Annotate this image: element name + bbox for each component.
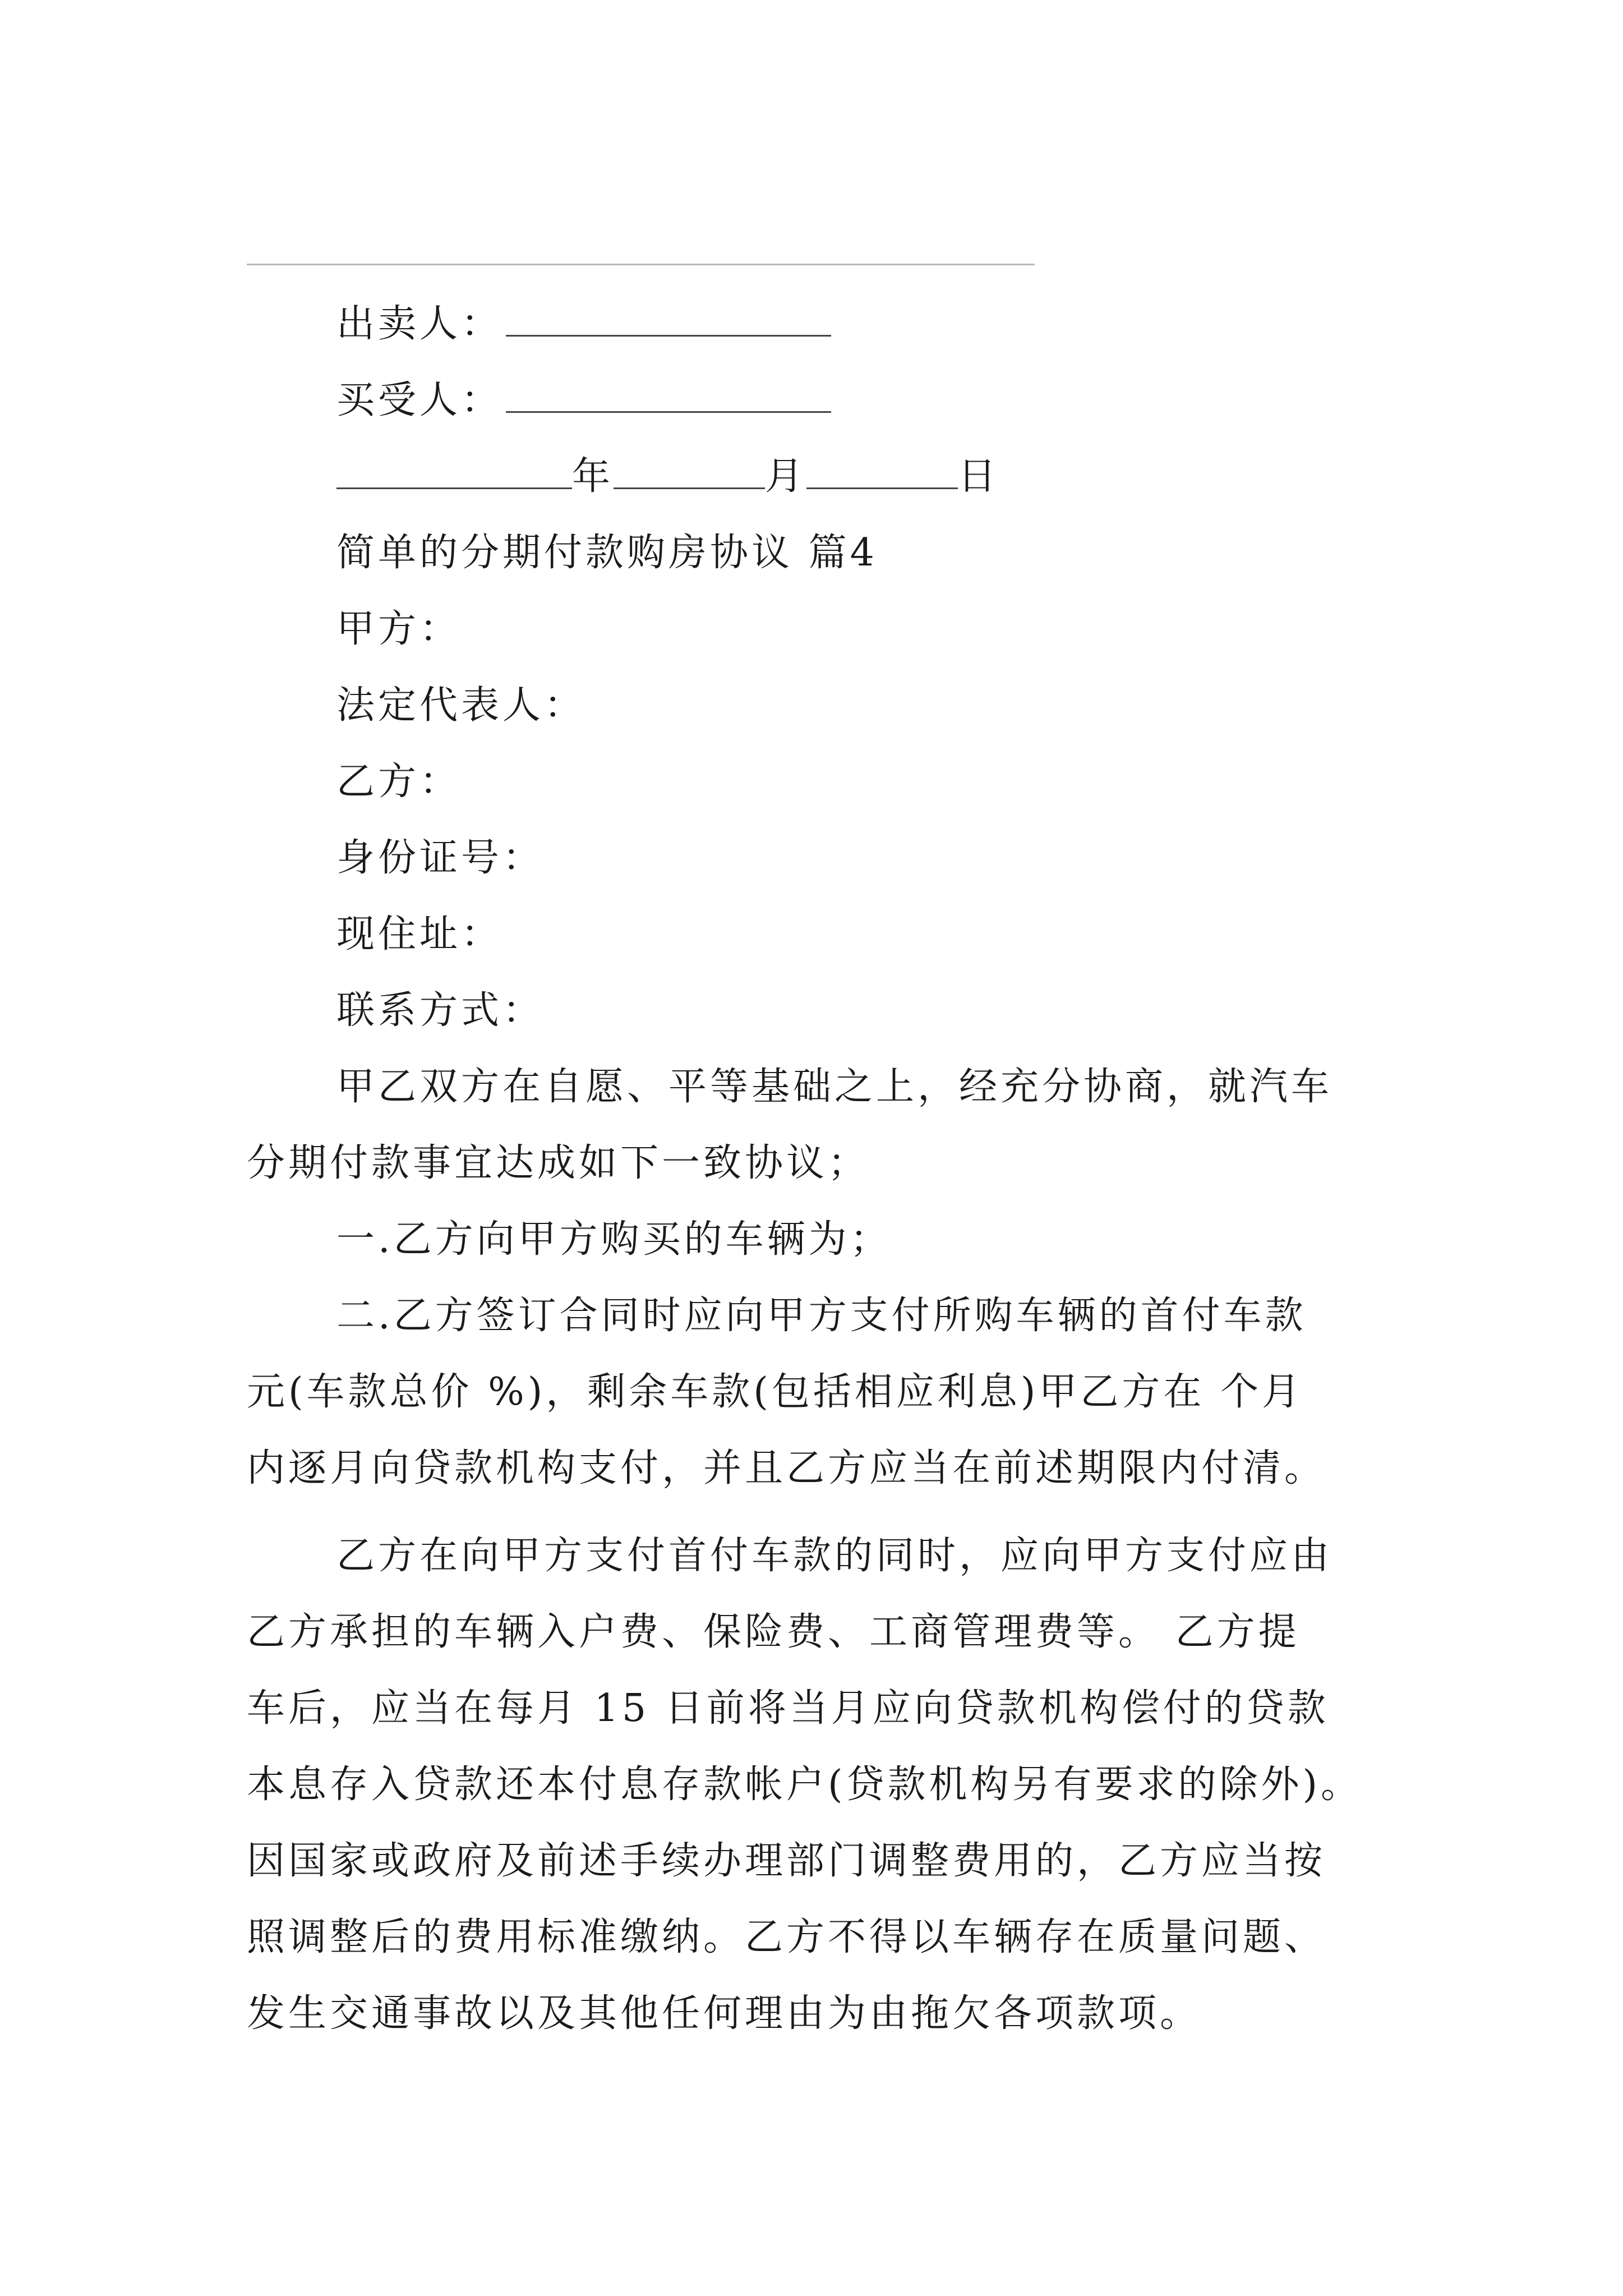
paragraph-2-line-1: 一.乙方向甲方购买的车辆为； <box>336 1217 892 1262</box>
top-divider <box>247 264 1035 265</box>
year-blank <box>336 454 572 489</box>
seller-line <box>247 286 1469 362</box>
party-a-field: 甲方： <box>336 607 462 651</box>
legal-representative-field: 法定代表人： <box>336 683 586 728</box>
party-b-field: 乙方： <box>336 760 462 804</box>
paragraph-3-line-3: 内逐月向贷款机构支付，并且乙方应当在前述期限内付清。 <box>247 1446 1326 1490</box>
paragraph-4-line-5: 因国家或政府及前述手续办理部门调整费用的，乙方应当按 <box>247 1839 1326 1883</box>
document-body <box>247 286 1469 2052</box>
month-blank <box>614 454 765 489</box>
paragraph-spacer <box>247 1507 1469 1518</box>
seller-blank <box>506 301 831 337</box>
paragraph-4-line-3: 车后，应当在每月 15 日前将当月应向贷款机构偿付的贷款 <box>247 1686 1329 1731</box>
paragraph-4-line-1: 乙方在向甲方支付首付车款的同时，应向甲方支付应由 <box>336 1534 1333 1578</box>
paragraph-4-line-7: 发生交通事故以及其他任何理由为由拖欠各项款项。 <box>247 1991 1202 2036</box>
month-label: 月 <box>765 454 807 499</box>
id-number-field: 身份证号： <box>336 836 545 880</box>
buyer-blank <box>506 378 831 413</box>
buyer-label: 买受人： <box>336 378 503 422</box>
paragraph-3-line-2: 元(车款总价 %)，剩余车款(包括相应利息)甲乙方在 个月 <box>247 1370 1303 1414</box>
date-line <box>247 439 1469 515</box>
paragraph-3-line-1: 二.乙方签订合同时应向甲方支付所购车辆的首付车款 <box>336 1294 1307 1338</box>
section-heading: 简单的分期付款购房协议 篇4 <box>336 531 878 575</box>
paragraph-1-line-2: 分期付款事宜达成如下一致协议； <box>247 1141 870 1185</box>
day-label: 日 <box>958 454 1000 499</box>
contact-field: 联系方式： <box>336 988 545 1033</box>
paragraph-4-line-4: 本息存入贷款还本付息存款帐户(贷款机构另有要求的除外)。 <box>247 1763 1363 1807</box>
buyer-line <box>247 362 1469 439</box>
day-blank <box>806 454 958 489</box>
paragraph-4-line-2: 乙方承担的车辆入户费、保险费、工商管理费等。 乙方提 <box>247 1610 1300 1654</box>
address-field: 现住址： <box>336 912 503 956</box>
paragraph-1-line-1: 甲乙双方在自愿、平等基础之上，经充分协商，就汽车 <box>336 1065 1333 1109</box>
year-label: 年 <box>572 454 614 499</box>
paragraph-4-line-6: 照调整后的费用标准缴纳。乙方不得以车辆存在质量问题、 <box>247 1915 1326 1959</box>
seller-label: 出卖人： <box>336 302 503 346</box>
